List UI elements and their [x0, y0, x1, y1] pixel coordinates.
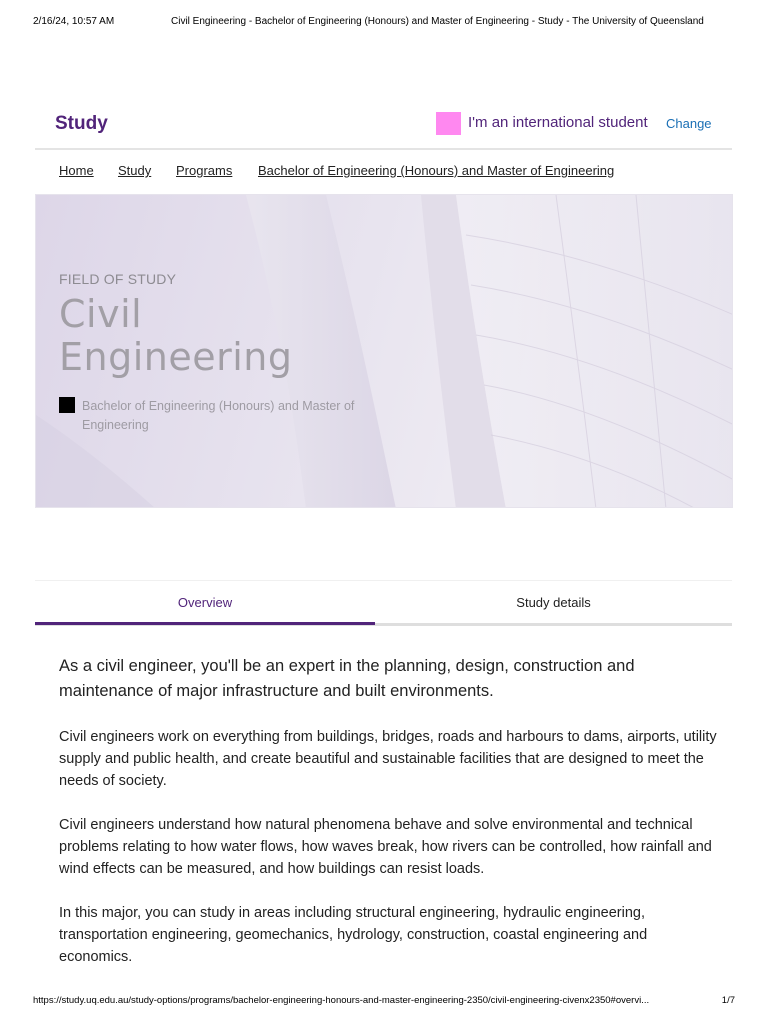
tab-bar [35, 580, 732, 626]
body-paragraph: In this major, you can study in areas including structural engineering, hydraulic engineering, transportation engineering, geomechanics, hydrology, construction, coastal engineering and economics. [59, 905, 648, 965]
print-doc-title: Civil Engineering - Bachelor of Engineering (Honours) and Master of Engineering - Study - The University of Queensland [171, 16, 704, 27]
page-title-line2: Engineering [59, 335, 293, 379]
tab-study-details[interactable]: Study details [516, 595, 591, 610]
study-home-link[interactable]: Study [55, 113, 108, 134]
page-title-line1: Civil [59, 292, 143, 336]
breadcrumb-study[interactable]: Study [118, 163, 152, 178]
hero-banner [35, 194, 733, 508]
page-title [59, 293, 293, 379]
program-name: Bachelor of Engineering (Honours) and Master of Engineering [82, 399, 355, 432]
print-url: https://study.uq.edu.au/study-options/programs/bachelor-engineering-honours-and-master-engineering-2350/civil-engineering-civenx2350#overvi... [33, 995, 650, 1006]
print-header [33, 16, 735, 30]
tab-overview[interactable]: Overview [35, 581, 375, 625]
international-flag-icon [436, 112, 461, 135]
program-icon [59, 397, 75, 413]
breadcrumb-program[interactable]: Bachelor of Engineering (Honours) and Master of Engineering [258, 163, 615, 178]
site-header [35, 104, 732, 150]
change-student-type-link[interactable]: Change [666, 116, 712, 131]
print-page-number: 1/7 [721, 995, 735, 1006]
body-paragraph: Civil engineers understand how natural phenomena behave and solve environmental and technical problems relating to how water flows, how waves break, how rivers can be controlled, how rainfall and wind effects can be measured, and how buildings can resist loads. [59, 817, 712, 877]
breadcrumb-programs[interactable]: Programs [176, 163, 233, 178]
print-footer [33, 995, 735, 1009]
overview-content [59, 654, 719, 990]
student-type-label: I'm an international student [468, 114, 648, 131]
breadcrumb-home[interactable]: Home [59, 163, 94, 178]
print-date: 2/16/24, 10:57 AM [33, 16, 115, 27]
field-of-study-label: FIELD OF STUDY [59, 271, 177, 287]
body-paragraph: Civil engineers work on everything from buildings, bridges, roads and harbours to dams, airports, utility supply and public health, and create beautiful and sustainable facilities that are designed to meet the needs of society. [59, 729, 717, 789]
lead-paragraph: As a civil engineer, you'll be an expert in the planning, design, construction and maintenance of major infrastructure and built environments. [59, 657, 635, 700]
